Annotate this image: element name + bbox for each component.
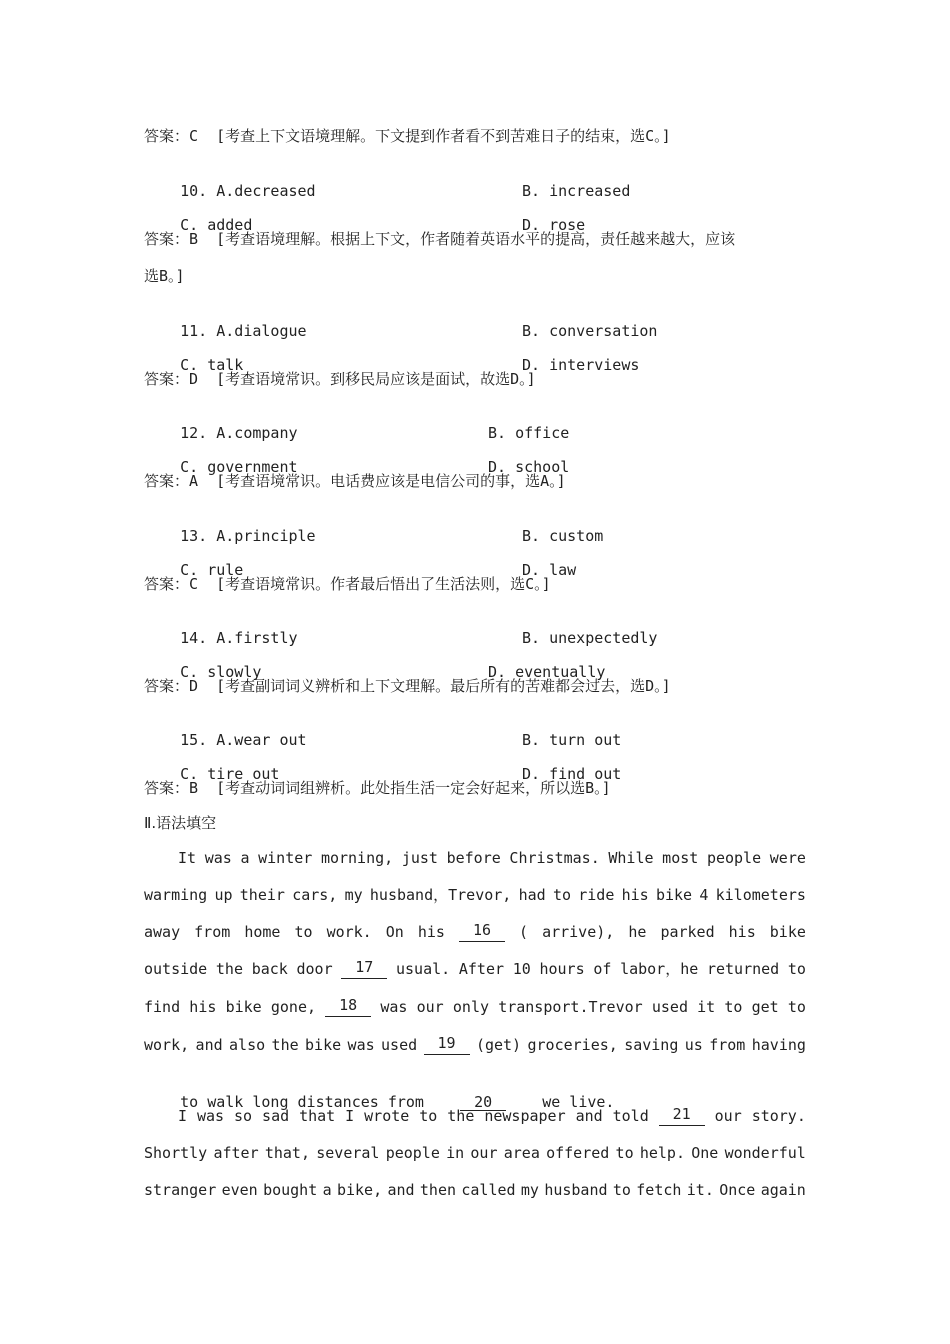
word: and <box>195 1036 223 1054</box>
word: husband <box>544 1181 608 1199</box>
word: I <box>178 1107 188 1125</box>
word: bought <box>263 1181 318 1199</box>
word: to <box>294 923 313 941</box>
passage-line <box>178 848 806 868</box>
option-b: B. turn out <box>522 731 622 749</box>
word: just <box>401 849 438 867</box>
word: of <box>593 960 612 978</box>
option-a: 10. A.decreased <box>180 182 316 200</box>
word: again <box>760 1181 806 1199</box>
word: morning, <box>320 849 394 867</box>
passage-line <box>144 1180 806 1200</box>
word: gone, <box>270 998 317 1016</box>
answer-15: 答案：B [考查动词词组辨析。此处指生活一定会好起来，所以选B。] <box>144 779 611 797</box>
answer-13: 答案：C [考查语境常识。作者最后悟出了生活法则，选C。] <box>144 575 551 593</box>
word: On <box>385 923 404 941</box>
word: to <box>724 998 743 1016</box>
word: most <box>662 849 699 867</box>
answer-9: 答案：C [考查上下文语境理解。下文提到作者看不到苦难日子的结束，选C。] <box>144 127 671 145</box>
word: help. <box>639 1144 685 1162</box>
word: wrote <box>364 1107 410 1125</box>
word: (get) <box>475 1036 522 1054</box>
answer-14: 答案：D [考查副词词义辨析和上下文理解。最后所有的苦难都会过去，选D。] <box>144 677 671 695</box>
word: bike, <box>336 1181 383 1199</box>
word: parked <box>660 923 715 941</box>
passage-line <box>144 885 806 905</box>
word: After <box>458 960 505 978</box>
word: usual. <box>396 960 451 978</box>
word: the <box>271 1036 299 1054</box>
blank-20[interactable]: 20 <box>460 1094 506 1111</box>
word: called <box>461 1181 516 1199</box>
word: used <box>381 1036 418 1054</box>
words-a: to walk long distances from <box>180 1093 424 1111</box>
word: to <box>615 1144 634 1162</box>
word: several <box>316 1144 380 1162</box>
word: bike <box>225 998 262 1016</box>
word: to <box>419 1107 438 1125</box>
word: their <box>239 886 285 904</box>
answer-11: 答案：D [考查语境常识。到移民局应该是面试，故选D。] <box>144 370 536 388</box>
word: bike <box>769 923 806 941</box>
word: I <box>345 1107 355 1125</box>
word: transport.Trevor <box>498 998 643 1016</box>
word: after <box>213 1144 259 1162</box>
word: Christmas. <box>509 849 600 867</box>
word: was <box>380 998 408 1016</box>
word: told <box>612 1107 649 1125</box>
word: winter <box>258 849 313 867</box>
word: find <box>144 998 181 1016</box>
section-title: Ⅱ.语法填空 <box>144 814 217 832</box>
word: wonderful <box>724 1144 806 1162</box>
word: Shortly <box>144 1144 208 1162</box>
word: that, <box>264 1144 310 1162</box>
word: also <box>229 1036 266 1054</box>
word: hours <box>539 960 585 978</box>
word: Once <box>719 1181 756 1199</box>
word: used <box>651 998 688 1016</box>
word: arrive), <box>542 923 615 941</box>
word: work. <box>326 923 372 941</box>
answer-10-line1: 答案：B [考查语境理解。根据上下文，作者随着英语水平的提高，责任越来越大，应该 <box>144 230 736 248</box>
passage-line <box>144 922 806 942</box>
word: 4 <box>699 886 709 904</box>
word: our <box>470 1144 498 1162</box>
word: it <box>697 998 716 1016</box>
word: had <box>518 886 546 904</box>
word: sad <box>262 1107 290 1125</box>
word: away <box>144 923 181 941</box>
passage-line <box>178 1106 806 1126</box>
word: from <box>709 1036 746 1054</box>
answer-12: 答案：A [考查语境常识。电话费应该是电信公司的事，选A。] <box>144 472 566 490</box>
word: to <box>787 960 806 978</box>
option-c: C. tire out <box>180 765 280 783</box>
word: and <box>575 1107 603 1125</box>
blank-18[interactable]: 18 <box>325 997 371 1017</box>
word: story. <box>751 1107 806 1125</box>
word: even <box>221 1181 258 1199</box>
blank-17[interactable]: 17 <box>341 959 387 979</box>
word: bike <box>655 886 693 904</box>
word: door <box>296 960 333 978</box>
word: area <box>503 1144 540 1162</box>
word: stranger <box>144 1181 217 1199</box>
option-b: B. unexpectedly <box>522 629 658 647</box>
passage-line <box>144 1035 806 1055</box>
word: to <box>612 1181 631 1199</box>
word: to <box>552 886 571 904</box>
option-a: 15. A.wear out <box>180 731 307 749</box>
word: us <box>684 1036 703 1054</box>
answer-10-line2: 选B。] <box>144 267 185 285</box>
word: from <box>194 923 231 941</box>
blank-19[interactable]: 19 <box>424 1035 470 1055</box>
option-b: B. increased <box>522 182 631 200</box>
word: he <box>628 923 647 941</box>
word: labor，he <box>620 960 699 978</box>
word: before <box>446 849 501 867</box>
word: only <box>452 998 490 1016</box>
word: so <box>234 1107 253 1125</box>
word: One <box>691 1144 719 1162</box>
word: ( <box>519 923 529 941</box>
word: a <box>240 849 250 867</box>
word: bike <box>305 1036 342 1054</box>
word: it. <box>686 1181 714 1199</box>
passage-line <box>144 1143 806 1163</box>
word: having <box>751 1036 806 1054</box>
word: that <box>299 1107 336 1125</box>
word: 10 <box>512 960 531 978</box>
word: offered <box>546 1144 610 1162</box>
word: then <box>419 1181 457 1199</box>
word: people <box>706 849 762 867</box>
option-a: 12. A.company <box>180 424 298 442</box>
word: cars, <box>292 886 338 904</box>
option-d: D. interviews <box>522 356 640 374</box>
option-c: C. added <box>180 216 253 234</box>
word: home <box>244 923 281 941</box>
option-d: D. eventually <box>488 663 606 681</box>
passage-line <box>144 997 806 1017</box>
word: my <box>344 886 363 904</box>
word: were <box>769 849 806 867</box>
word: returned <box>706 960 780 978</box>
option-c: C. government <box>180 458 298 476</box>
word: was <box>204 849 232 867</box>
passage-line <box>144 959 806 979</box>
word: husband，Trevor, <box>369 886 512 904</box>
word: get <box>751 998 779 1016</box>
option-a: 13. A.principle <box>180 527 316 545</box>
option-a: 11. A.dialogue <box>180 322 307 340</box>
word: our <box>416 998 444 1016</box>
word: kilometers <box>715 886 806 904</box>
word: his <box>417 923 445 941</box>
word: his <box>621 886 649 904</box>
option-b: B. conversation <box>522 322 658 340</box>
option-d: D. rose <box>522 216 586 234</box>
word: ride <box>578 886 615 904</box>
word: the <box>447 1107 475 1125</box>
word: and <box>387 1181 415 1199</box>
word: his <box>728 923 756 941</box>
word: people <box>385 1144 440 1162</box>
word: was <box>196 1107 225 1125</box>
word: warming <box>144 886 208 904</box>
word: in <box>446 1144 465 1162</box>
blank-16[interactable]: 16 <box>459 922 505 942</box>
word: our <box>714 1107 742 1125</box>
word: to <box>787 998 806 1016</box>
word: It <box>178 849 197 867</box>
option-d: D. school <box>488 458 570 476</box>
word: the <box>215 960 243 978</box>
blank-21[interactable]: 21 <box>659 1106 705 1126</box>
word: a <box>322 1181 332 1199</box>
option-a: 14. A.firstly <box>180 629 298 647</box>
word: outside <box>144 960 208 978</box>
word: was <box>347 1036 375 1054</box>
option-b: B. office <box>488 424 570 442</box>
words-b: we live. <box>542 1093 615 1111</box>
word: fetch <box>636 1181 682 1199</box>
word: work, <box>144 1036 190 1054</box>
word: saving <box>624 1036 679 1054</box>
word: my <box>520 1181 539 1199</box>
word: back <box>251 960 288 978</box>
option-d: D. find out <box>522 765 622 783</box>
word: newspaper <box>484 1107 566 1125</box>
option-c: C. talk <box>180 356 244 374</box>
option-b: B. custom <box>522 527 604 545</box>
option-d: D. law <box>522 561 577 579</box>
option-c: C. rule <box>180 561 244 579</box>
word: up <box>214 886 233 904</box>
word: groceries, <box>527 1036 618 1054</box>
word: While <box>608 849 654 867</box>
option-c: C. slowly <box>180 663 262 681</box>
word: his <box>189 998 217 1016</box>
